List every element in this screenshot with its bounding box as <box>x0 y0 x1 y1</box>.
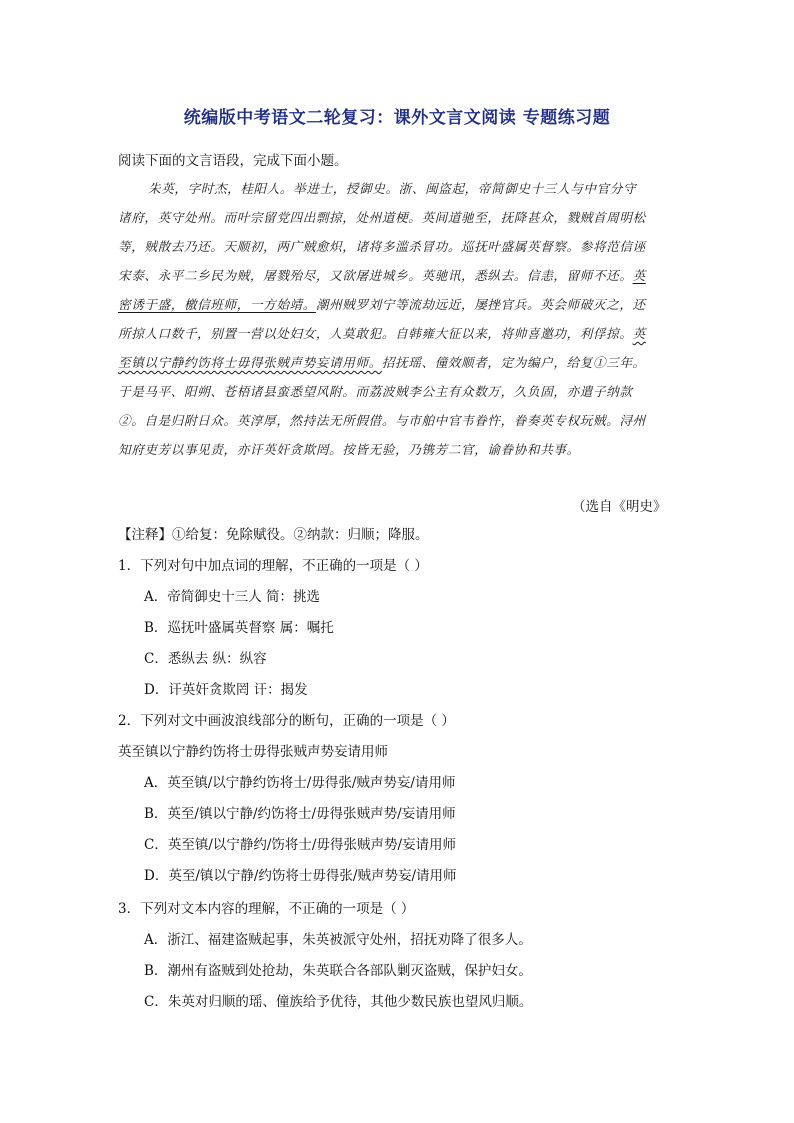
passage-line: 朱英，字时杰，桂阳人。举进士，授御史。浙、闽盗起，帝简御史十三人与中官分守 <box>148 181 637 196</box>
wavy-underlined-text: 英 <box>632 326 646 341</box>
question-2-sentence: 英至镇以宁静约饬将士毋得张贼声势妄请用师 <box>118 744 388 760</box>
reading-instruction: 阅读下面的文言语段，完成下面小题。 <box>118 153 348 169</box>
passage-line: ②。自是归附日众。英淳厚，然持法无所假借。与市舶中官韦眷忤，眷奏英专权玩贼。浔州 <box>118 413 646 428</box>
passage-line <box>118 352 646 371</box>
passage-line <box>118 323 646 342</box>
question-2-option-b: B．英至/镇以宁静/约饬将士/毋得张贼声势/妄请用师 <box>144 806 456 822</box>
passage-line: 诸府，英守处州。而叶宗留党四出剽掠，处州道梗。英间道驰至，抚降甚众，戮贼首周明松 <box>118 210 646 225</box>
passage-line: 等，贼散去乃还。天顺初，两广贼愈炽，诸将多滥杀冒功。巡抚叶盛属英督察。参将范信诬 <box>118 239 646 254</box>
annotation-notes: 【注释】①给复：免除赋役。②纳款：归顺；降服。 <box>118 527 429 543</box>
question-2-stem: 2．下列对文中画波浪线部分的断句，正确的一项是（ ） <box>118 713 455 729</box>
underlined-text: 英 <box>632 268 646 283</box>
source-citation: （选自《明史》 <box>572 499 667 515</box>
passage-text: 潮州贼罗刘宁等流劫远近，屡挫官兵。英会师破灭之，还 <box>315 297 646 312</box>
question-1-option-c: C．悉纵去 纵：纵容 <box>144 651 267 667</box>
question-3-stem: 3．下列对文本内容的理解，不正确的一项是（ ） <box>118 901 415 917</box>
question-3-option-b: B．潮州有盗贼到处抢劫，朱英联合各部队剿灭盗贼，保护妇女。 <box>144 963 532 979</box>
question-1-option-b: B．巡抚叶盛属英督察 属：嘱托 <box>144 620 334 636</box>
question-2-option-c: C．英至镇/以宁静约/饬将士/毋得张贼声势/妄请用师 <box>144 837 457 853</box>
wavy-underlined-text: 至镇以宁静约饬将士毋得张贼声势妄请用师。 <box>118 355 382 370</box>
passage-text: 招抚瑶、僮效顺者，定为编户，给复①三年。 <box>381 355 646 370</box>
question-3-option-a: A．浙江、福建盗贼起事，朱英被派守处州，招抚劝降了很多人。 <box>144 932 532 948</box>
passage-text: 宋泰、永平二乡民为贼，屠戮殆尽，又欲屠进城乡。英驰讯，悉纵去。信恚，留师不还。 <box>118 268 633 283</box>
passage-line: 知府吏芳以事见责，亦讦英奸贪欺罔。按皆无验，乃镌芳二官，谕眷协和共事。 <box>118 442 580 457</box>
question-3-option-c: C．朱英对归顺的瑶、僮族给予优待，其他少数民族也望风归顺。 <box>144 994 533 1010</box>
passage-line <box>118 294 646 313</box>
question-1-option-d: D．讦英奸贪欺罔 讦：揭发 <box>144 682 308 698</box>
page-title: 统编版中考语文二轮复习：课外文言文阅读 专题练习题 <box>183 108 611 128</box>
passage-text: 所掠人口数千，别置一营以处妇女，人莫敢犯。自韩雍大征以来，将帅喜邀功，利俘掠。 <box>118 326 633 341</box>
question-1-stem: 1．下列对句中加点词的理解，不正确的一项是（ ） <box>118 558 428 574</box>
question-2-option-d: D．英至/镇以宁静/约饬将士毋得张/贼声势妄/请用师 <box>144 868 457 884</box>
underlined-text: 密诱于盛，檄信班师，一方始靖。 <box>118 297 316 312</box>
question-1-option-a: A．帝简御史十三人 简：挑选 <box>144 589 321 605</box>
passage-line <box>118 265 646 284</box>
passage-line: 于是马平、阳朔、苍梧诸县蛮悉望风附。而荔波贼李公主有众数万，久负固，亦遣子纳款 <box>118 384 633 399</box>
question-2-option-a: A．英至镇/以宁静约饬将士/毋得张/贼声势妄/请用师 <box>144 775 456 791</box>
